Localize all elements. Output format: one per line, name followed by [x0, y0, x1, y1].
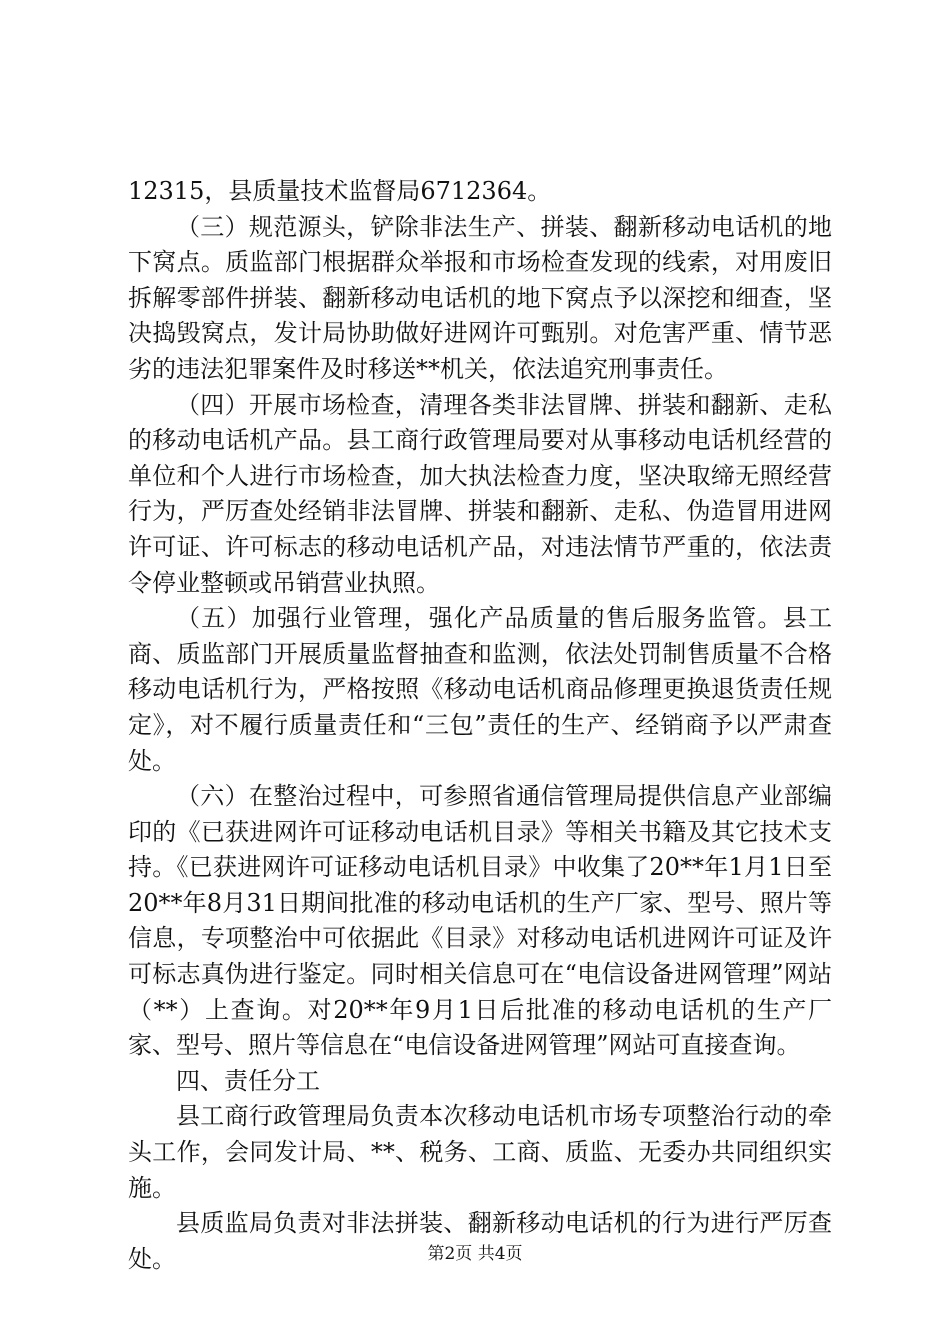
page-number-footer: 第2页 共4页	[427, 1244, 523, 1264]
heading-responsibility: 四、责任分工	[176, 1066, 320, 1095]
paragraph-section-3: （三）规范源头，铲除非法生产、拼装、翻新移动电话机的地下窝点。质监部门根据群众举报和市场检查发现的线索，对用废旧拆解零部件拼装、翻新移动电话机的地下窝点予以深挖和细查，坚决捣毁窝点，发计局协助做好进网许可甄别。对危害严重、情节恶劣的违法犯罪案件及时移送**机关，依法追究刑事责任。	[128, 212, 832, 383]
paragraph-section-6: （六）在整治过程中，可参照省通信管理局提供信息产业部编印的《已获进网许可证移动电话机目录》等相关书籍及其它技术支持。《已获进网许可证移动电话机目录》中收集了20**年1月1日至20**年8月31日期间批准的移动电话机的生产厂家、型号、照片等信息，专项整治中可依据此《目录》对移动电话机进网许可证及许可标志真伪进行鉴定。同时相关信息可在“电信设备进网管理”网站（**）上查询。对20**年9月1日后批准的移动电话机的生产厂家、型号、照片等信息在“电信设备进网管理”网站可直接查询。	[128, 782, 832, 1060]
paragraph-section-5: （五）加强行业管理，强化产品质量的售后服务监管。县工商、质监部门开展质量监督抽查和监测，依法处罚制售质量不合格移动电话机行为，严格按照《移动电话机商品修理更换退货责任规定》，对不履行质量责任和“三包”责任的生产、经销商予以严肃查处。	[128, 604, 832, 775]
document-body	[128, 174, 832, 1277]
paragraph-section-4: （四）开展市场检查，清理各类非法冒牌、拼装和翻新、走私的移动电话机产品。县工商行政管理局要对从事移动电话机经营的单位和个人进行市场检查，加大执法检查力度，坚决取缔无照经营行为，严厉查处经销非法冒牌、拼装和翻新、走私、伪造冒用进网许可证、许可标志的移动电话机产品，对违法情节严重的，依法责令停业整顿或吊销营业执照。	[128, 390, 832, 597]
paragraph-lead-agency: 县工商行政管理局负责本次移动电话机市场专项整治行动的牵头工作，会同发计局、**、税务、工商、质监、无委办共同组织实施。	[128, 1102, 832, 1202]
paragraph-quality-bureau: 县质监局负责对非法拼装、翻新移动电话机的行为进行严厉查处。	[128, 1209, 832, 1273]
paragraph-continuation: 12315，县质量技术监督局6712364。	[128, 177, 552, 205]
